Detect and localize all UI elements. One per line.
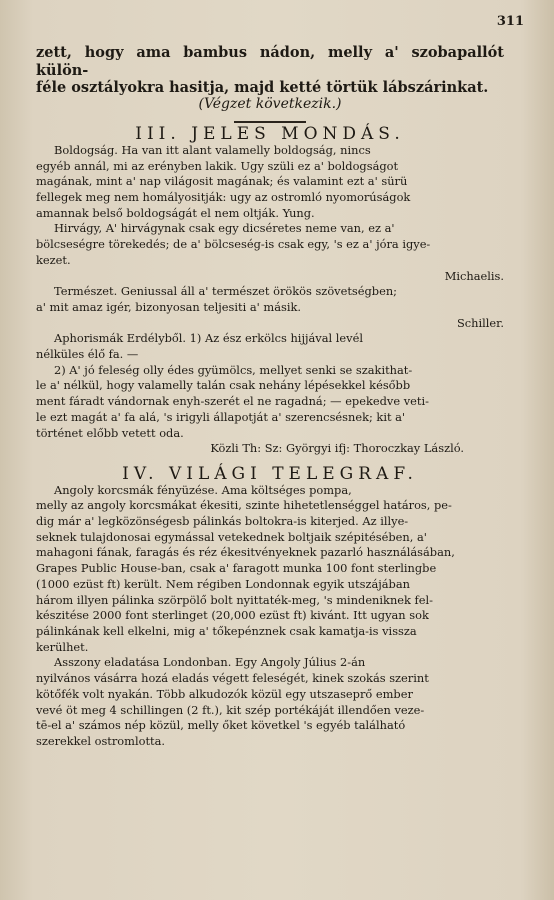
paragraph-line: Aphorismák Erdélyből. 1) Az ész erkölcs hijjával levél xyxy=(54,331,363,346)
paragraph-line: (1000 ezüst ft) került. Nem régiben Londonnak egyik utszájában xyxy=(36,576,410,591)
paragraph-line: készitése 2000 font sterlinget (20,000 ezüst ft) kivánt. Itt ugyan sok xyxy=(36,608,429,623)
paragraph-line: fellegek meg nem homályositják: ugy az ostromló nyomorúságok xyxy=(36,190,411,205)
paragraph-line: Angoly korcsmák fényüzése. Ama költséges pompa, xyxy=(54,482,352,497)
paragraph-line: seknek tulajdonosai egymással vetekednek boltjaik szépitésében, a' xyxy=(36,529,427,544)
paragraph-line: 2) A' jó feleség olly édes gyümölcs, mellyet senki se szakithat- xyxy=(54,362,413,377)
paragraph-line: bölcseségre törekedés; de a' bölcseség-is csak egy, 's ez a' jóra igye- xyxy=(36,237,431,252)
paragraph-line: három illyen pálinka szörpölő bolt nyittaték-meg, 's mindeniknek fel- xyxy=(36,592,433,607)
paragraph-line: magának, mint a' nap világosit magának; és valamint ezt a' sürü xyxy=(36,174,408,189)
paragraph-line: nélküles élő fa. — xyxy=(36,347,139,362)
text-column xyxy=(36,44,504,750)
paragraph-line: zett, hogy ama bambus nádon, melly a' szobapallót külön- xyxy=(36,44,504,79)
paragraph-line: egyéb annál, mi az erényben lakik. Ugy szüli ez a' boldogságot xyxy=(36,158,399,173)
paragraph-line: kezet. xyxy=(36,252,71,267)
paragraph-line: Asszony eladatása Londonban. Egy Angoly Július 2-án xyxy=(54,655,366,670)
section-heading-3: III. JELES MONDÁS. xyxy=(135,124,405,145)
paragraph-line: Természet. Geniussal áll a' természet örökös szövetségben; xyxy=(54,284,398,299)
paragraph-line: le ezt magát a' fa alá, 's irigyli állapotját a' szerencsésnek; kit a' xyxy=(36,409,406,424)
paragraph-line: melly az angoly korcsmákat ékesiti, szinte hihetetlenséggel határos, pe- xyxy=(36,498,452,513)
paragraph-line: a' mit amaz igér, bizonyosan teljesiti a' másik. xyxy=(36,299,302,314)
paragraph-line: kerülhet. xyxy=(36,639,89,654)
paragraph-line: pálinkának kell elkelni, mig a' tőkepénznek csak kamatja-is vissza xyxy=(36,624,417,638)
signature-line: Közli Th: Sz: Györgyi ifj: Thoroczkay László. xyxy=(210,441,464,456)
paragraph-line: féle osztályokra hasitja, majd ketté törtük lábszárinkat. xyxy=(36,79,489,96)
page-number: 311 xyxy=(496,14,524,29)
paragraph-line: dig már a' legközönségesb pálinkás boltokra-is kiterjed. Az illye- xyxy=(36,514,409,529)
section-heading-4: IV. VILÁGI TELEGRAF. xyxy=(122,463,418,484)
paragraph-line: Grapes Public House-ban, csak a' faragott munka 100 font sterlingbe xyxy=(36,561,437,576)
attribution: Michaelis. xyxy=(444,268,504,283)
paragraph-line: kötőfék volt nyakán. Több alkudozók közül egy utszaseprő ember xyxy=(36,686,413,701)
paragraph-line: ment fáradt vándornak enyh-szerét el ne ragadná; — epekedve veti- xyxy=(36,394,429,409)
section-divider xyxy=(234,121,306,123)
paragraph-line: vevé öt meg 4 schillingen (2 ft.), kit szép portékáját illendően veze- xyxy=(36,702,425,717)
paragraph-line: Hirvágy, A' hirvágynak csak egy dicséretes neme van, ez a' xyxy=(54,221,395,236)
paragraph-line: le a' nélkül, hogy valamelly talán csak nehány lépésekkel később xyxy=(36,378,411,393)
attribution: Schiller. xyxy=(456,315,504,330)
paragraph-line: nyilvános vásárra hozá eladás végett feleségét, kinek szokás szerint xyxy=(36,671,429,686)
paragraph-line: mahagoni fának, faragás és réz ékesitvényeknek pazarló használásában, xyxy=(36,545,455,560)
paragraph-line: szerekkel ostromlotta. xyxy=(36,733,166,748)
paragraph-line: történet előbb vetett oda. xyxy=(36,425,184,440)
paragraph-line: tē-el a' számos nép közül, melly őket követkel 's egyéb található xyxy=(36,718,406,733)
paragraph-line: Boldogság. Ha van itt alant valamelly boldogság, nincs xyxy=(54,142,371,157)
continuation-note: (Végzet következik.) xyxy=(198,95,342,112)
paragraph-line: amannak belső boldogságát el nem oltják. Yung. xyxy=(36,205,315,220)
